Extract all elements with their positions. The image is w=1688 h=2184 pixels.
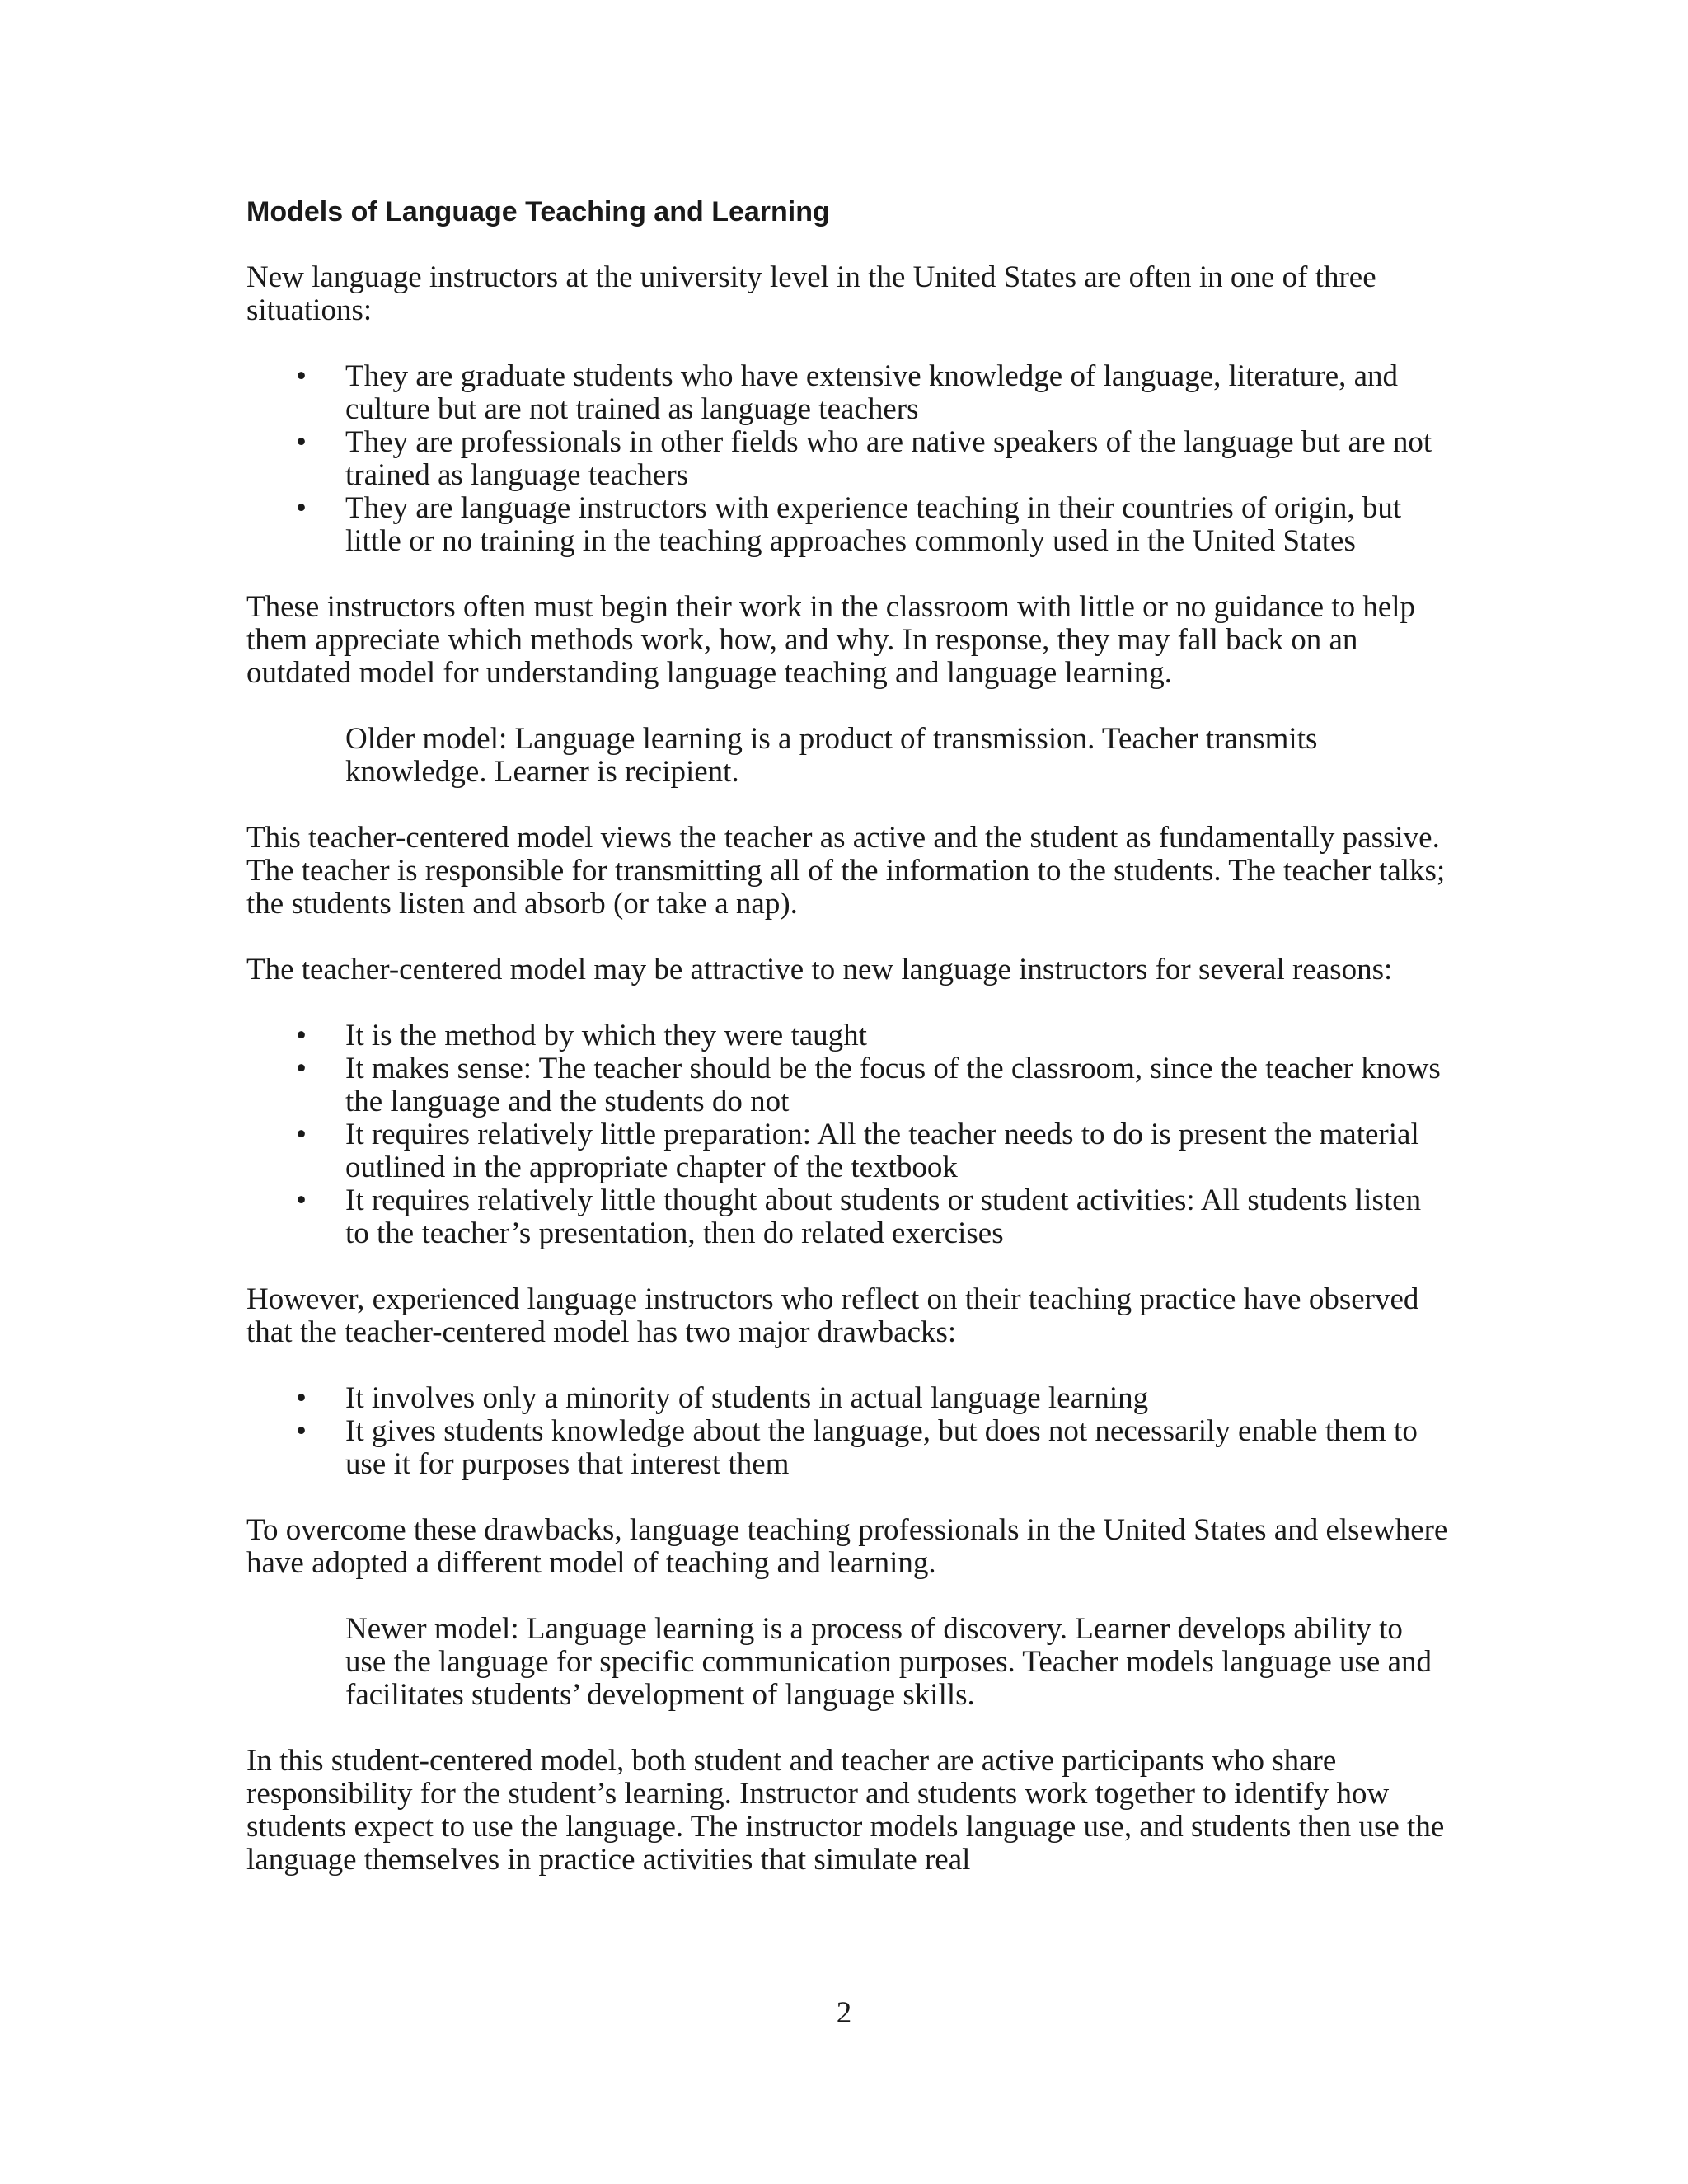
bullet-list-situations: [246, 360, 1450, 558]
page-number: 2: [836, 1996, 852, 2030]
list-item-text: They are language instructors with experience teaching in their countries of origin, but little or no training in the teaching approaches commonly used in the United States: [345, 491, 1402, 558]
newer-model-quote: Newer model: Language learning is a process of discovery. Learner develops ability to use the language for specific communication purposes. Teacher models language use and facilitates students’ development of language skills.: [345, 1612, 1432, 1712]
list-item: [246, 360, 1450, 426]
bullet-icon: •: [296, 1052, 307, 1085]
older-model-quote: Older model: Language learning is a product of transmission. Teacher transmits knowledge. Learner is recipient.: [345, 722, 1318, 789]
bullet-list-drawbacks: [246, 1382, 1450, 1481]
bullet-icon: •: [296, 1019, 307, 1052]
page-content: [246, 195, 1450, 1910]
list-item: [246, 426, 1450, 492]
bullet-icon: •: [296, 491, 307, 525]
bullet-list-reasons: [246, 1019, 1450, 1250]
paragraph-overcome: To overcome these drawbacks, language teaching professionals in the United States and elsewhere have adopted a different model of teaching and learning.: [246, 1513, 1448, 1580]
list-item: [246, 1019, 1450, 1052]
list-item: [246, 1382, 1450, 1415]
paragraph-teacher-centered: This teacher-centered model views the teacher as active and the student as fundamentally passive. The teacher is responsible for transmitting all of the information to the students. The teacher talks; the students listen and absorb (or take a nap).: [246, 821, 1446, 921]
bullet-icon: •: [296, 1381, 307, 1415]
paragraph-student-centered: In this student-centered model, both student and teacher are active participants who share responsibility for the student’s learning. Instructor and students work together to identify how students expect to use the language. The instructor models language use, and students then use the language themselves in practice activities that simulate real: [246, 1744, 1445, 1877]
paragraph-drawbacks-intro: However, experienced language instructors who reflect on their teaching practice have observed that the teacher-centered model has two major drawbacks:: [246, 1282, 1419, 1349]
list-item-text: It is the method by which they were taught: [345, 1019, 867, 1052]
list-item-text: It requires relatively little thought about students or student activities: All students listen to the teacher’s presentation, then do related exercises: [345, 1183, 1422, 1250]
list-item-text: They are professionals in other fields who are native speakers of the language but are not trained as language teachers: [345, 425, 1432, 492]
list-item: [246, 492, 1450, 558]
paragraph-reasons-intro: The teacher-centered model may be attractive to new language instructors for several reasons:: [246, 953, 1393, 987]
list-item: [246, 1415, 1450, 1481]
bullet-icon: •: [296, 1118, 307, 1151]
list-item: [246, 1118, 1450, 1184]
list-item-text: It requires relatively little preparation: All the teacher needs to do is present the material outlined in the appropriate chapter of the textbook: [345, 1118, 1419, 1184]
list-item-text: It makes sense: The teacher should be the focus of the classroom, since the teacher knows the language and the students do not: [345, 1052, 1441, 1118]
section-heading: Models of Language Teaching and Learning: [246, 196, 830, 227]
paragraph-instructors: These instructors often must begin their work in the classroom with little or no guidance to help them appreciate which methods work, how, and why. In response, they may fall back on an outdated model for understanding language teaching and language learning.: [246, 590, 1416, 690]
bullet-icon: •: [296, 359, 307, 393]
bullet-icon: •: [296, 425, 307, 459]
list-item-text: They are graduate students who have extensive knowledge of language, literature, and culture but are not trained as language teachers: [345, 359, 1399, 426]
paragraph-intro: New language instructors at the university level in the United States are often in one of three situations:: [246, 260, 1376, 327]
list-item: [246, 1052, 1450, 1118]
list-item-text: It involves only a minority of students in actual language learning: [345, 1381, 1149, 1415]
list-item: [246, 1184, 1450, 1250]
list-item-text: It gives students knowledge about the language, but does not necessarily enable them to use it for purposes that interest them: [345, 1414, 1418, 1481]
bullet-icon: •: [296, 1183, 307, 1217]
bullet-icon: •: [296, 1414, 307, 1448]
